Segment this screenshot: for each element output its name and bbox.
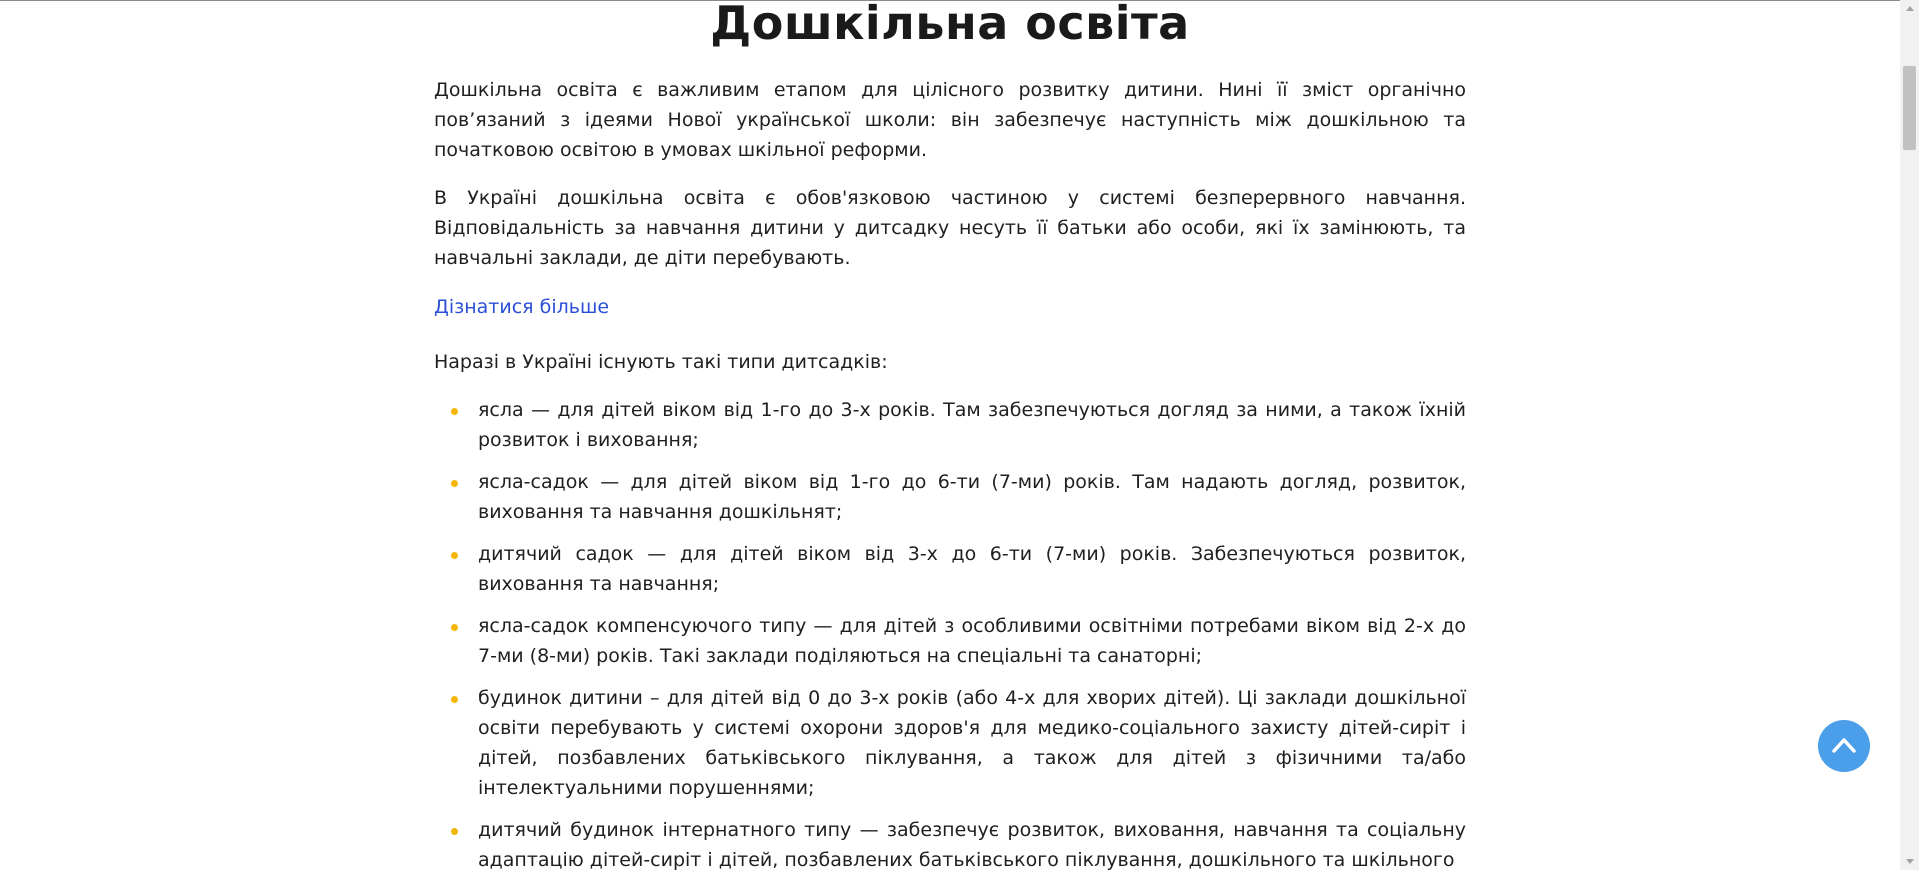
scroll-to-top-button[interactable] — [1818, 720, 1870, 772]
scroll-up-arrow-icon[interactable] — [1900, 0, 1919, 17]
scroll-down-arrow-icon[interactable] — [1900, 853, 1919, 870]
list-item — [434, 683, 1466, 803]
list-item-text: ясла-садок компенсуючого типу — для дітей з особливими освітніми потребами віком від 2-х до 7-ми (8-ми) років. Такі заклади поділяються на спеціальні та санаторні; — [478, 615, 1466, 667]
list-item-text: дитячий будинок інтернатного типу — забезпечує розвиток, виховання, навчання та соціальну адаптацію дітей-сиріт і дітей, позбавлених батьківського піклування, дошкільного та шкільного — [478, 819, 1466, 870]
types-intro-text: Наразі в Україні існують такі типи дитсадків: — [434, 351, 888, 373]
list-item-text: дитячий садок — для дітей віком від 3-х до 6-ти (7-ми) років. Забезпечуються розвиток, виховання та навчання; — [478, 543, 1466, 595]
list-item — [434, 611, 1466, 671]
page-title: Дошкільна освіта — [710, 0, 1190, 50]
intro-paragraph-2: В Україні дошкільна освіта є обов'язковою частиною у системі безперервного навчання. Відповідальність за навчання дитини у дитсадку несуть її батьки або особи, які їх замінюють, та навчальні заклади, де діти перебувають. — [434, 187, 1466, 269]
list-item — [434, 467, 1466, 527]
learn-more-link[interactable]: Дізнатися більше — [434, 296, 610, 318]
kindergarten-types-list — [434, 395, 1466, 870]
list-item-text: ясла-садок — для дітей віком від 1-го до 6-ти (7-ми) років. Там надають догляд, розвиток, виховання та навчання дошкільнят; — [478, 471, 1466, 523]
bullet-dot-icon — [451, 696, 458, 703]
list-item — [434, 539, 1466, 599]
list-item-text: будинок дитини – для дітей від 0 до 3-х років (або 4-х для хворих дітей). Ці заклади дошкільної освіти перебувають у системі охорони здоров'я для медико-соціального захисту дітей-сиріт і дітей, позбавлених батьківського піклування, а також для дітей з фізичними та/або інтелектуальними порушеннями; — [478, 687, 1466, 799]
list-item — [434, 815, 1466, 870]
vertical-scrollbar[interactable] — [1900, 0, 1919, 870]
bullet-dot-icon — [451, 480, 458, 487]
scrollbar-thumb[interactable] — [1903, 66, 1916, 150]
bullet-dot-icon — [451, 624, 458, 631]
bullet-dot-icon — [451, 828, 458, 835]
intro-paragraph-1: Дошкільна освіта є важливим етапом для цілісного розвитку дитини. Нині її зміст органічно пов’язаний з ідеями Нової української школи: він забезпечує наступність між дошкільною та початковою освітою в умовах шкільної реформи. — [434, 79, 1466, 161]
bullet-dot-icon — [451, 552, 458, 559]
bullet-dot-icon — [451, 408, 458, 415]
list-item — [434, 395, 1466, 455]
list-item-text: ясла — для дітей віком від 1-го до 3-х років. Там забезпечуються догляд за ними, а також їхній розвиток і виховання; — [478, 399, 1466, 451]
chevron-up-icon — [1829, 731, 1859, 761]
